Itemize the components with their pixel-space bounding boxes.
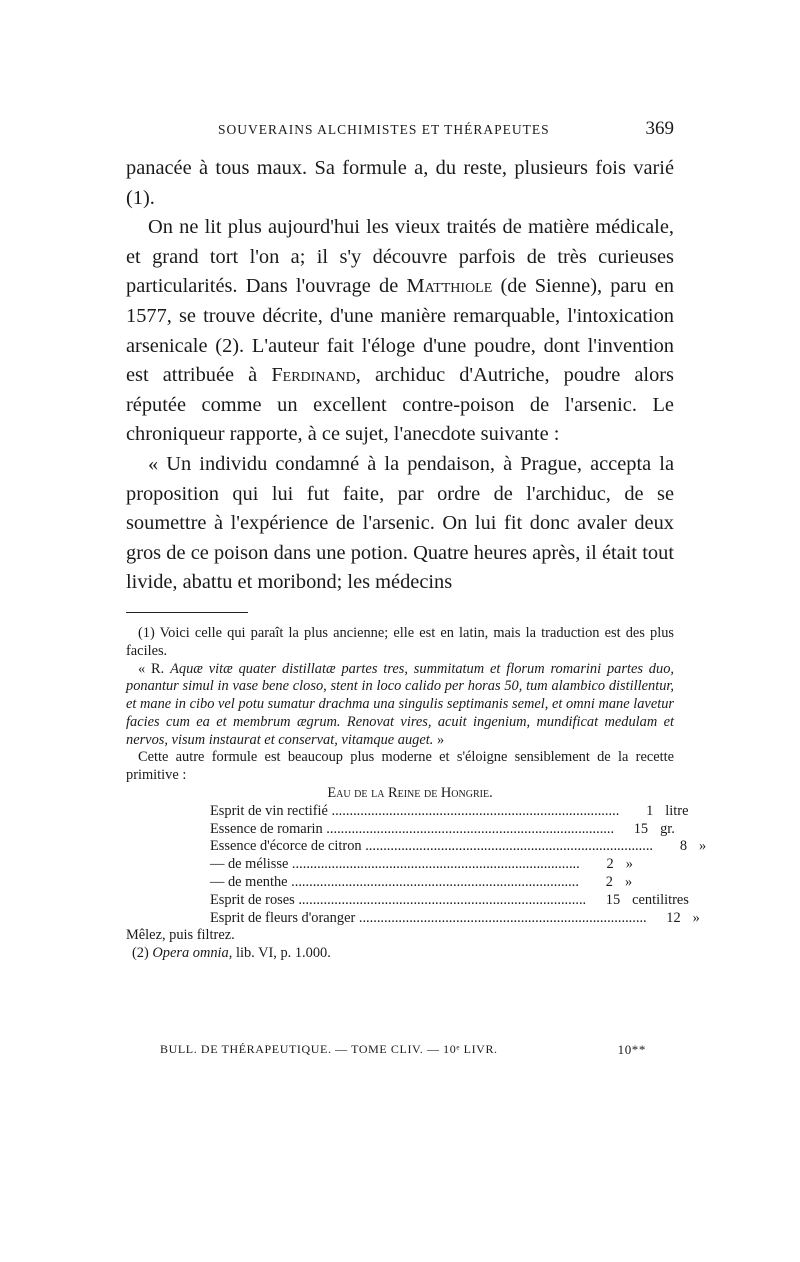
latin-prefix: « R.: [138, 660, 171, 677]
recipe-quantity: 8: [679, 838, 688, 855]
footer-bulletin: BULL. DE THÉRAPEUTIQUE. — TOME CLIV. — 10ᵉ LIVR.: [160, 1042, 498, 1056]
footer-signature: 10**: [617, 1042, 646, 1057]
recipe-quantity: 1: [646, 802, 654, 819]
footnote-1: (1) Voici celle qui paraît la plus ancienne; elle est en latin, mais la traduction est des plus faciles.: [126, 624, 674, 659]
page-footer: [160, 1042, 646, 1058]
running-title: SOUVERAINS ALCHIMISTES ET THÉRAPEUTES: [218, 122, 550, 137]
page: [126, 118, 707, 963]
paragraph-2-part-a: On ne lit plus aujourd'hui les vieux traités de matière médicale, et grand tort l'on a; il s'y découvre parfois de très curieuses particularités. Dans l'ouvrage de: [126, 216, 674, 298]
footnote-2-number: (2): [132, 945, 153, 962]
recipe-ingredient: Essence de romarin ................................................................................: [210, 820, 615, 837]
footnote-latin-formula: [126, 661, 674, 750]
recipe-instruction: Mêlez, puis filtrez.: [126, 927, 235, 944]
footnote-2-title: Opera omnia: [152, 945, 229, 962]
recipe-quantity: 15: [605, 891, 621, 908]
recipe-row: [210, 874, 633, 892]
body-text: [126, 154, 674, 598]
running-head: [126, 118, 674, 154]
footnote-2-reference: , lib. VI, p. 1.000.: [228, 945, 331, 962]
recipe-row: [210, 891, 689, 910]
recipe-ingredient: — de menthe ................................................................................: [210, 874, 579, 891]
recipe-row: [210, 856, 633, 874]
recipe-unit: litre: [665, 802, 689, 819]
recipe-unit: »: [692, 909, 700, 926]
paragraph-1: panacée à tous maux. Sa formule a, du reste, plusieurs fois varié (1).: [126, 157, 674, 209]
recipe-ingredient: Esprit de vin rectifié ................................................................................: [210, 802, 620, 819]
footnotes: [126, 624, 707, 963]
latin-suffix: »: [433, 731, 445, 748]
recipe-row: [210, 802, 689, 821]
paragraph-3: « Un individu condamné à la pendaison, à Prague, accepta la proposition qui lui fut faite, par ordre de l'archiduc, de se soumettre à l'expérience de l'arsenic. On lui fit donc avaler deux gros de ce poison dans une potion. Quatre heures après, il était tout livide, abattu et moribond; les médecins: [126, 452, 674, 594]
recipe-unit: centilitres: [632, 891, 689, 908]
page-number: 369: [645, 118, 674, 139]
recipe-ingredient: Essence d'écorce de citron ................................................................................: [210, 838, 654, 855]
recipe-quantity: 12: [666, 909, 681, 926]
recipe-list: [210, 802, 707, 928]
latin-text: Aquæ vitæ quater distillatæ partes tres, summitatum et florum romarini partes duo, ponantur simul in vase bene closo, stent in loco calido per horas 50, tum alambico distillentur, et mane in cibo vel potu sumatur drachma una singulis septimanis semel, et omni mane lavetur facies cum ea et membrum ægrum. Renovat vires, acuit ingenium, mundificat medulam et nervos, visum instaurat et conservat, vitamque auget.: [126, 660, 674, 748]
name-ferdinand: Ferdinand: [271, 364, 356, 387]
recipe-row: [210, 909, 700, 928]
recipe-ingredient: — de mélisse ................................................................................: [210, 856, 580, 873]
recipe-ingredient: Esprit de roses ................................................................................: [210, 891, 587, 908]
recipe-unit: »: [699, 838, 707, 855]
recipe-row: [210, 820, 675, 839]
recipe-unit: gr.: [660, 820, 675, 837]
recipe-row: [210, 838, 707, 856]
paragraph-2-part-c: , archiduc d'Autriche, poudre alors réputée comme un excellent contre-poison de l'arsenic. Le chroniqueur rapporte, à ce sujet, l'anecdote suivante :: [126, 364, 674, 446]
recipe-ingredient: Esprit de fleurs d'oranger ................................................................................: [210, 909, 647, 926]
footnote-2: [126, 945, 674, 963]
recipe-unit: »: [625, 856, 633, 873]
footnote-1-continued: Cette autre formule est beaucoup plus moderne et s'éloigne sensiblement de la recette primitive :: [126, 749, 674, 784]
author-matthiole: Matthiole: [406, 275, 493, 298]
recipe-unit: »: [624, 874, 633, 891]
footnote-rule: [126, 612, 248, 613]
recipe-title: Eau de la Reine de Hongrie.: [327, 785, 493, 802]
paragraph-2-part-b: (de Sienne), paru en 1577, se trouve décrite, d'une manière remarquable, l'intoxication arsenicale (2). L'auteur fait l'éloge d'une poudre, dont l'invention est attribuée à: [126, 275, 674, 387]
recipe-quantity: 2: [606, 856, 614, 873]
recipe-quantity: 2: [605, 874, 613, 891]
paragraph-2: [126, 213, 674, 450]
recipe-quantity: 15: [633, 820, 649, 837]
